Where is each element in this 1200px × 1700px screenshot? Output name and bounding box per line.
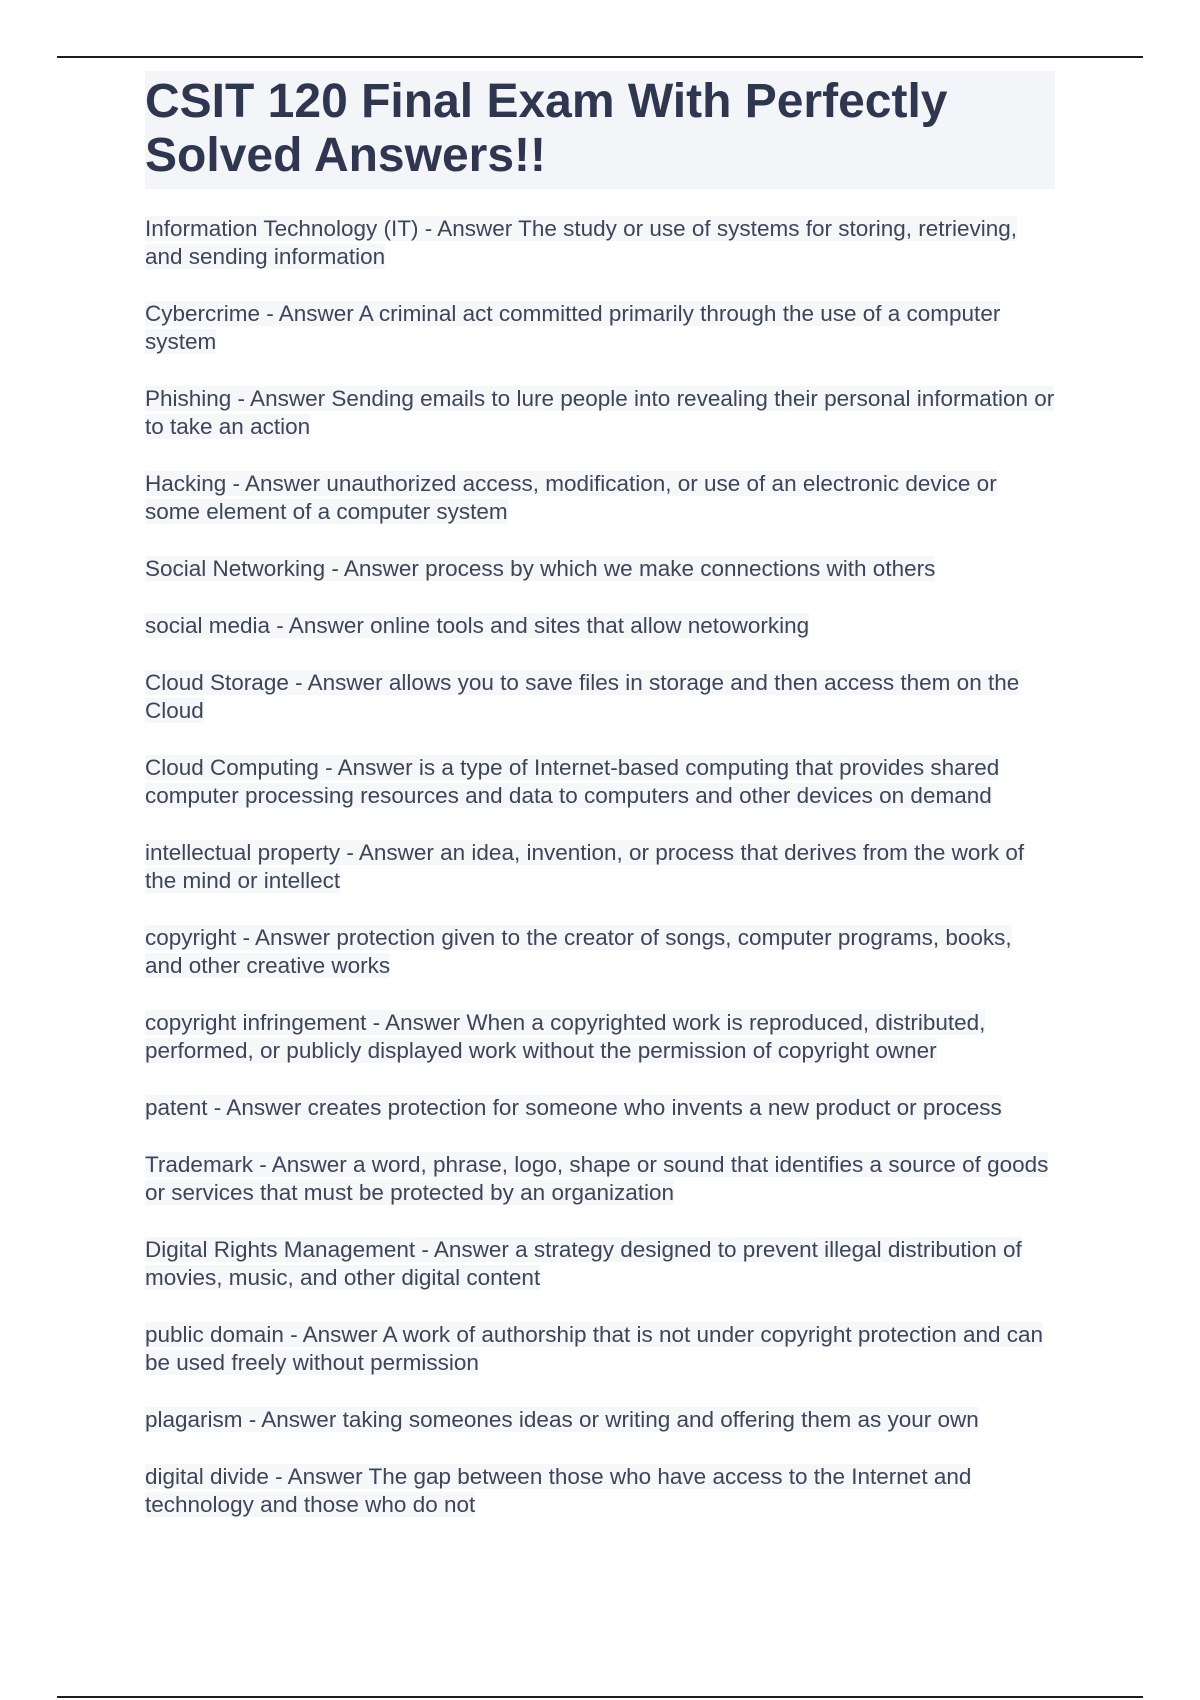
entry-copyright-infringement	[145, 1009, 1055, 1065]
entry-text: copyright infringement - Answer When a copyrighted work is reproduced, distributed, performed, or publicly displayed work without the permission of copyright owner	[145, 1010, 986, 1063]
entry-text: Cloud Computing - Answer is a type of Internet-based computing that provides shared computer processing resources and data to computers and other devices on demand	[145, 755, 1000, 808]
entry-phishing	[145, 385, 1055, 441]
entry-patent	[145, 1094, 1055, 1122]
document-title: CSIT 120 Final Exam With Perfectly Solved Answers!!	[145, 75, 948, 182]
entry-public-domain	[145, 1321, 1055, 1377]
entry-text: digital divide - Answer The gap between those who have access to the Internet and technology and those who do not	[145, 1464, 972, 1517]
entry-text: Cloud Storage - Answer allows you to save files in storage and then access them on the Cloud	[145, 670, 1020, 723]
entry-digital-divide	[145, 1463, 1055, 1519]
title-block	[145, 71, 1055, 189]
entry-text: copyright - Answer protection given to the creator of songs, computer programs, books, and other creative works	[145, 925, 1012, 978]
entry-copyright	[145, 924, 1055, 980]
entry-text: Digital Rights Management - Answer a strategy designed to prevent illegal distribution of movies, music, and other digital content	[145, 1237, 1022, 1290]
entry-text: Trademark - Answer a word, phrase, logo, shape or sound that identifies a source of goods or services that must be protected by an organization	[145, 1152, 1049, 1205]
entry-text: Phishing - Answer Sending emails to lure people into revealing their personal information or to take an action	[145, 386, 1055, 439]
entry-text: social media - Answer online tools and sites that allow netoworking	[145, 613, 810, 638]
entry-cloud-storage	[145, 669, 1055, 725]
entry-text: intellectual property - Answer an idea, invention, or process that derives from the work of the mind or intellect	[145, 840, 1025, 893]
entry-text: Information Technology (IT) - Answer The study or use of systems for storing, retrieving, and sending information	[145, 216, 1018, 269]
entry-text: Hacking - Answer unauthorized access, modification, or use of an electronic device or some element of a computer system	[145, 471, 997, 524]
entry-trademark	[145, 1151, 1055, 1207]
entry-cybercrime	[145, 300, 1055, 356]
entry-text: patent - Answer creates protection for someone who invents a new product or process	[145, 1095, 1002, 1120]
entry-text: Cybercrime - Answer A criminal act committed primarily through the use of a computer system	[145, 301, 1001, 354]
entry-information-technology	[145, 215, 1055, 271]
entry-hacking	[145, 470, 1055, 526]
entry-text: Social Networking - Answer process by which we make connections with others	[145, 556, 936, 581]
top-rule	[57, 56, 1143, 58]
entry-text: public domain - Answer A work of authorship that is not under copyright protection and can be used freely without permission	[145, 1322, 1044, 1375]
entry-plagarism	[145, 1406, 1055, 1434]
entry-digital-rights-management	[145, 1236, 1055, 1292]
document-body	[145, 71, 1055, 1548]
entry-intellectual-property	[145, 839, 1055, 895]
entry-text: plagarism - Answer taking someones ideas or writing and offering them as your own	[145, 1407, 979, 1432]
entry-cloud-computing	[145, 754, 1055, 810]
entry-social-networking	[145, 555, 1055, 583]
bottom-rule	[57, 1696, 1143, 1698]
entry-social-media	[145, 612, 1055, 640]
